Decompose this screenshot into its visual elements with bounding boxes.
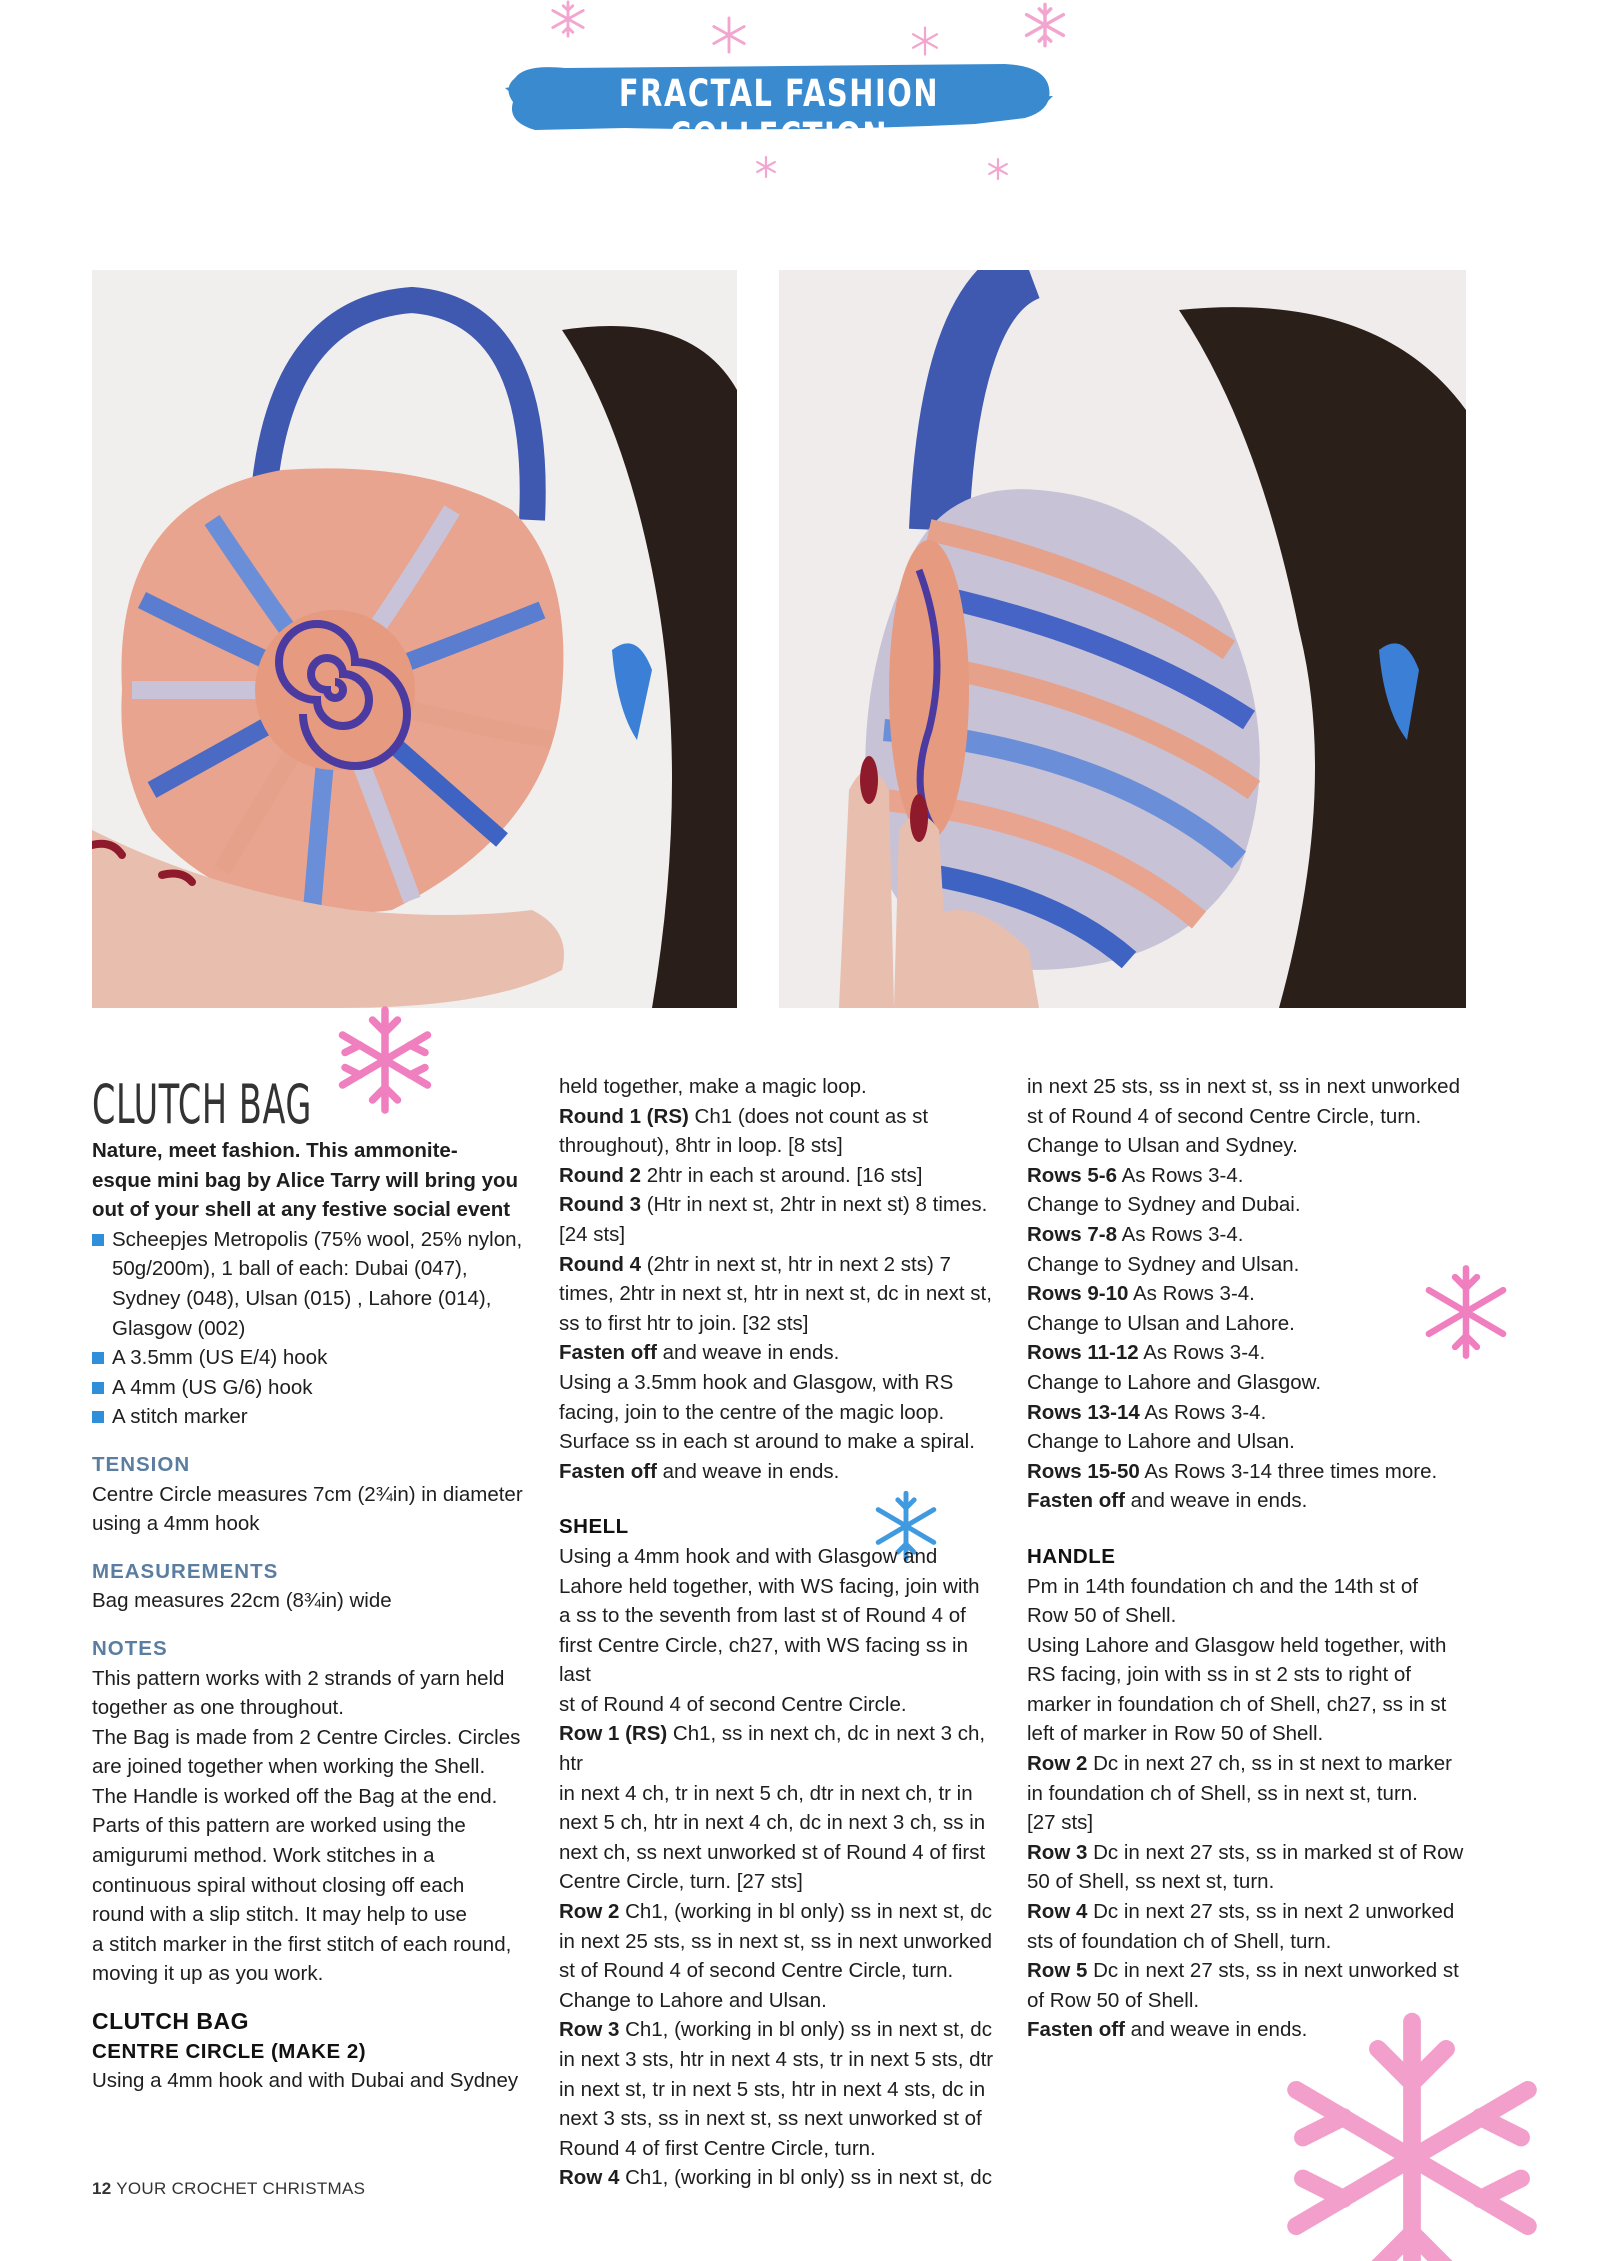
shell-instructions-cont — [1027, 1072, 1487, 1516]
instruction-line: in next 3 sts, htr in next 4 sts, tr in next 5 sts, dtr — [559, 2048, 994, 2071]
instruction-line: of Row 50 of Shell. — [1027, 1988, 1200, 2012]
instruction-line: Centre Circle, turn. [27 sts] — [559, 1870, 803, 1894]
centre-circle-instructions — [559, 1072, 999, 1486]
instruction-line: in foundation ch of Shell, ss in next st, turn. — [1027, 1781, 1418, 1805]
instruction-line: in next st, tr in next 5 sts, htr in next 4 sts, dc in — [559, 2077, 986, 2101]
column-3 — [1027, 1072, 1487, 2045]
instruction-line: Rows 5-6 As Rows 3-4. — [1027, 1163, 1244, 1187]
instruction-line: RS facing, join with ss in st 2 sts to right of — [1027, 1663, 1411, 1687]
column-2 — [559, 1072, 999, 2193]
instruction-line: Row 3 Ch1, (working in bl only) ss in next st, dc — [559, 2018, 992, 2042]
instruction-line: st of Round 4 of second Centre Circle, turn. — [559, 1959, 954, 1983]
instruction-line: Change to Lahore and Ulsan. — [1027, 1430, 1295, 1454]
column-1 — [92, 1072, 532, 2096]
instruction-line: Surface ss in each st around to make a spiral. — [559, 1430, 975, 1454]
instruction-line: in next 25 sts, ss in next st, ss in next unworked — [1027, 1075, 1460, 1098]
instruction-line: Rows 15-50 As Rows 3-14 three times more. — [1027, 1459, 1438, 1483]
handle-instructions — [1027, 1572, 1487, 2046]
instruction-line: Rows 13-14 As Rows 3-4. — [1027, 1400, 1267, 1424]
instruction-line: next 5 ch, htr in next 4 ch, dc in next 3 ch, ss in — [559, 1811, 986, 1835]
instruction-line: Lahore held together, with WS facing, join with — [559, 1574, 980, 1598]
pattern-heading: CLUTCH BAG — [92, 2008, 250, 2035]
notes-text: This pattern works with 2 strands of yarn held together as one throughout. The Bag is made from 2 Centre Circles. Circles are joined together when working the Shell. The Handle is worked off the Bag at the end. Parts of this pattern are worked using the amigurumi method. Work stitches in a continuous spiral without closing off each round with a slip stitch. It may help to use a stitch marker in the first stitch of each round, moving it up as you work. — [92, 1666, 521, 1986]
instruction-line: Using Lahore and Glasgow held together, with — [1027, 1633, 1447, 1657]
measurements-text: Bag measures 22cm (8¾in) wide — [92, 1589, 392, 1613]
instruction-line: Fasten off and weave in ends. — [559, 1459, 840, 1483]
instruction-line: left of marker in Row 50 of Shell. — [1027, 1722, 1324, 1746]
instruction-line: 50 of Shell, ss next st, turn. — [1027, 1870, 1275, 1894]
snowflake-icon — [910, 26, 940, 56]
instruction-line: st of Round 4 of second Centre Circle. — [559, 1692, 907, 1716]
instruction-line: Change to Lahore and Glasgow. — [1027, 1370, 1322, 1394]
instruction-line: Row 5 Dc in next 27 sts, ss in next unworked st — [1027, 1959, 1459, 1983]
list-item: A 3.5mm (US E/4) hook — [92, 1343, 532, 1373]
instruction-line: in next 25 sts, ss in next st, ss in next unworked — [559, 1929, 992, 1953]
instruction-line: Change to Sydney and Dubai. — [1027, 1193, 1301, 1217]
handle-heading: HANDLE — [1027, 1544, 1116, 1568]
instruction-line: Round 3 (Htr in next st, 2htr in next st) 8 times. — [559, 1193, 988, 1217]
intro-text: Nature, meet fashion. This ammonite- esque mini bag by Alice Tarry will bring you out of your shell at any festive social event — [92, 1139, 519, 1222]
centre-circle-intro: Using a 4mm hook and with Dubai and Sydney — [92, 2069, 519, 2093]
instruction-line: Fasten off and weave in ends. — [559, 1341, 840, 1365]
instruction-line: Change to Lahore and Ulsan. — [559, 1988, 827, 2012]
tension-heading: TENSION — [92, 1452, 191, 1476]
instruction-line: Rows 11-12 As Rows 3-4. — [1027, 1341, 1266, 1365]
page-footer — [92, 2179, 365, 2199]
bag-front-photo — [92, 270, 737, 1008]
materials-list — [92, 1225, 532, 1432]
shell-instructions — [559, 1542, 999, 2193]
instruction-line: Row 3 Dc in next 27 sts, ss in marked st of Row — [1027, 1840, 1464, 1864]
instruction-line: times, 2htr in next st, htr in next st, dc in next st, — [559, 1282, 992, 1306]
instruction-line: in next 4 ch, tr in next 5 ch, dtr in next ch, tr in — [559, 1781, 973, 1805]
instruction-line: throughout), 8htr in loop. [8 sts] — [559, 1134, 843, 1158]
instruction-line: Change to Ulsan and Lahore. — [1027, 1311, 1295, 1335]
instruction-line: next ch, ss next unworked st of Round 4 of first — [559, 1840, 986, 1864]
snowflake-icon — [755, 156, 777, 178]
notes-heading: NOTES — [92, 1636, 168, 1660]
instruction-line: Using a 4mm hook and with Glasgow and — [559, 1544, 938, 1568]
instruction-line: Rows 9-10 As Rows 3-4. — [1027, 1282, 1255, 1306]
section-title: FRACTAL FASHION COLLECTION — [618, 72, 940, 158]
snowflake-icon — [987, 158, 1009, 180]
centre-circle-heading: CENTRE CIRCLE (MAKE 2) — [92, 2039, 367, 2063]
instruction-line: a ss to the seventh from last st of Round 4 of — [559, 1604, 966, 1628]
tension-text: Centre Circle measures 7cm (2¾in) in diameter using a 4mm hook — [92, 1482, 523, 1536]
instruction-line: held together, make a magic loop. — [559, 1075, 867, 1098]
instruction-line: Row 4 Dc in next 27 sts, ss in next 2 unworked — [1027, 1900, 1455, 1924]
instruction-line: first Centre Circle, ch27, with WS facing ss in last — [559, 1633, 968, 1687]
instruction-line: facing, join to the centre of the magic loop. — [559, 1400, 945, 1424]
instruction-line: Pm in 14th foundation ch and the 14th st of — [1027, 1574, 1418, 1598]
list-item: A 4mm (US G/6) hook — [92, 1373, 532, 1403]
list-item: A stitch marker — [92, 1402, 532, 1432]
instruction-line: Round 4 (2htr in next st, htr in next 2 sts) 7 — [559, 1252, 951, 1276]
snowflake-icon — [710, 16, 748, 54]
header-banner — [505, 58, 1053, 158]
snowflake-icon — [1262, 2008, 1562, 2261]
snowflake-icon — [1022, 2, 1068, 48]
pattern-title: CLUTCH BAG — [92, 1073, 312, 1136]
publication-name: YOUR CROCHET CHRISTMAS — [116, 2179, 366, 2198]
instruction-line: Row 4 Ch1, (working in bl only) ss in next st, dc — [559, 2166, 992, 2190]
page-number: 12 — [92, 2179, 112, 2198]
instruction-line: Fasten off and weave in ends. — [1027, 2018, 1308, 2042]
instruction-line: [27 sts] — [1027, 1811, 1094, 1835]
instruction-line: Row 50 of Shell. — [1027, 1604, 1177, 1628]
instruction-line: Round 1 (RS) Ch1 (does not count as st — [559, 1104, 929, 1128]
instruction-line: Fasten off and weave in ends. — [1027, 1489, 1308, 1513]
measurements-heading: MEASUREMENTS — [92, 1559, 279, 1583]
snowflake-icon — [545, 0, 591, 38]
instruction-line: marker in foundation ch of Shell, ch27, ss in st — [1027, 1692, 1447, 1716]
list-item: Scheepjes Metropolis (75% wool, 25% nylon, 50g/200m), 1 ball of each: Dubai (047), Sydney (048), Ulsan (015) , Lahore (014), Glasgow (002) — [92, 1225, 532, 1343]
instruction-line: Row 1 (RS) Ch1, ss in next ch, dc in next 3 ch, htr — [559, 1722, 986, 1776]
instruction-line: [24 sts] — [559, 1222, 626, 1246]
bag-side-photo — [779, 270, 1466, 1008]
instruction-line: next 3 sts, ss in next st, ss next unworked st of — [559, 2107, 982, 2131]
instruction-line: ss to first htr to join. [32 sts] — [559, 1311, 809, 1335]
instruction-line: Round 2 2htr in each st around. [16 sts] — [559, 1163, 923, 1187]
instruction-line: Rows 7-8 As Rows 3-4. — [1027, 1222, 1244, 1246]
instruction-line: Round 4 of first Centre Circle, turn. — [559, 2136, 876, 2160]
instruction-line: Row 2 Ch1, (working in bl only) ss in next st, dc — [559, 1900, 992, 1924]
instruction-line: Row 2 Dc in next 27 ch, ss in st next to marker — [1027, 1752, 1452, 1776]
instruction-line: st of Round 4 of second Centre Circle, turn. — [1027, 1104, 1422, 1128]
instruction-line: sts of foundation ch of Shell, turn. — [1027, 1929, 1332, 1953]
instruction-line: Change to Sydney and Ulsan. — [1027, 1252, 1300, 1276]
instruction-line: Using a 3.5mm hook and Glasgow, with RS — [559, 1370, 954, 1394]
instruction-line: Change to Ulsan and Sydney. — [1027, 1134, 1298, 1158]
shell-heading: SHELL — [559, 1515, 629, 1539]
